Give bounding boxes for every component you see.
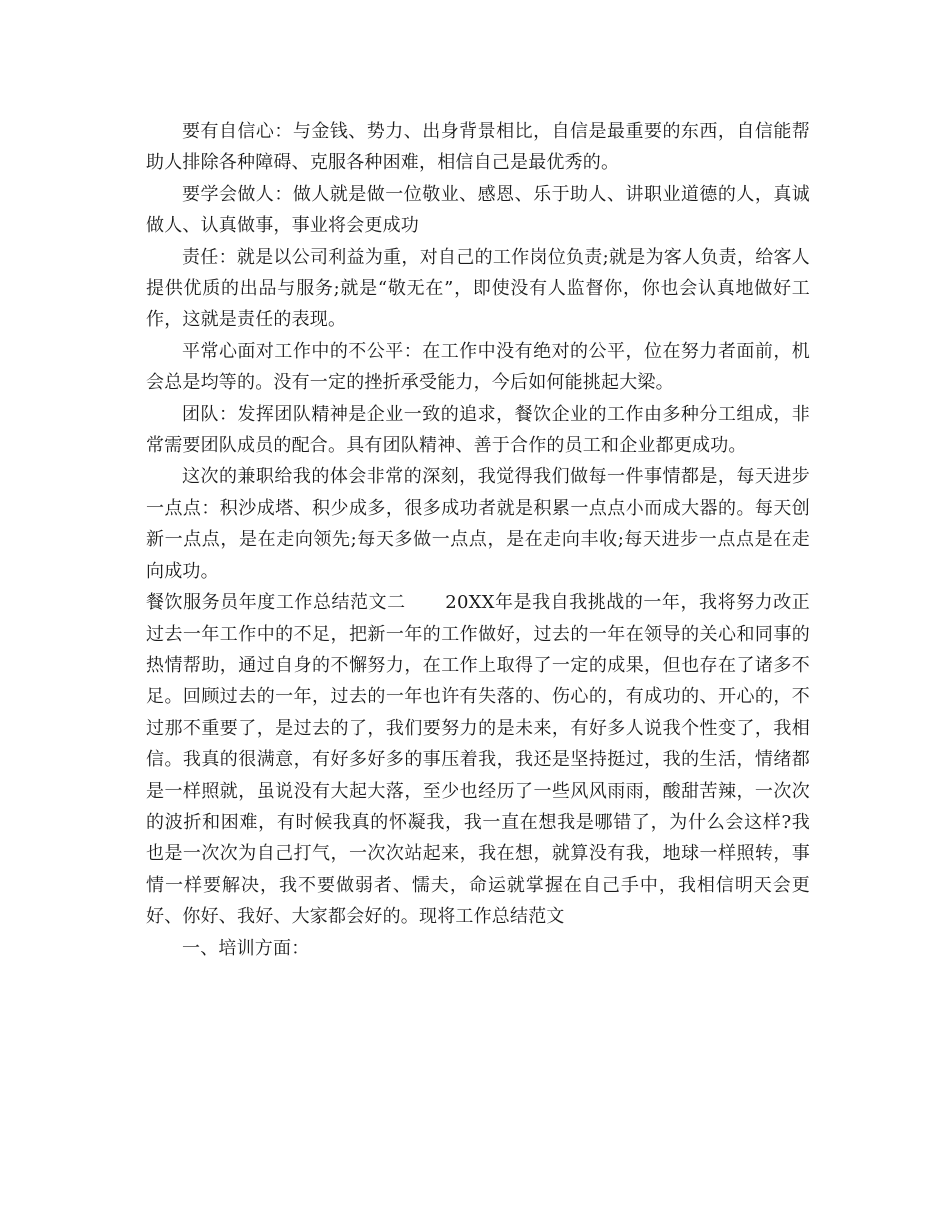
- paragraph-responsibility: 责任：就是以公司利益为重，对自己的工作岗位负责;就是为客人负责，给客人提供优质的出品与服务;就是“敬无在”，即使没有人监督你，你也会认真地做好工作，这就是责任的表现。: [146, 246, 810, 331]
- document-body: [146, 116, 810, 964]
- paragraph-confidence: 要有自信心：与金钱、势力、出身背景相比，自信是最重要的东西，自信能帮助人排除各种障碍、克服各种困难，相信自己是最优秀的。: [146, 121, 810, 174]
- paragraph-experience: 这次的兼职给我的体会非常的深刻，我觉得我们做每一件事情都是，每天进步一点点：积沙成塔、积少成多，很多成功者就是积累一点点小而成大器的。每天创新一点点，是在走向领先;每天多做一点点，是在走向丰收;每天进步一点点是在走向成功。: [146, 466, 810, 582]
- paragraph-unfairness: 平常心面对工作中的不公平：在工作中没有绝对的公平，位在努力者面前，机会总是均等的。没有一定的挫折承受能力，今后如何能挑起大梁。: [146, 340, 810, 394]
- section-title: 餐饮服务员年度工作总结范文二: [146, 592, 406, 614]
- section-paragraph: [146, 587, 810, 932]
- subheading-training: 一、培训方面：: [182, 937, 310, 959]
- paragraph-team: 团队：发挥团队精神是企业一致的追求，餐饮企业的工作由多种分工组成，非常需要团队成员的配合。具有团队精神、善于合作的员工和企业都更成功。: [146, 403, 810, 457]
- section-body: 20XX年是我自我挑战的一年，我将努力改正过去一年工作中的不足，把新一年的工作做好，过去的一年在领导的关心和同事的热情帮助，通过自身的不懈努力，在工作上取得了一定的成果，但也存在了诸多不足。回顾过去的一年，过去的一年也许有失落的、伤心的，有成功的、开心的，不过那不重要了，是过去的了，我们要努力的是未来，有好多人说我个性变了，我相信。我真的很满意，有好多好多的事压着我，我还是坚持挺过，我的生活，情绪都是一样照就，虽说没有大起大落，至少也经历了一些风风雨雨，酸甜苦辣，一次次的波折和困难，有时候我真的怀凝我，我一直在想我是哪错了，为什么会这样?我也是一次次为自己打气，一次次站起来，我在想，就算没有我，地球一样照转，事情一样要解决，我不要做弱者、懦夫，命运就掌握在自己手中，我相信明天会更好、你好、我好、大家都会好的。现将工作总结范文: [146, 592, 810, 928]
- paragraph-be-a-person: 要学会做人：做人就是做一位敬业、感恩、乐于助人、讲职业道德的人，真诚做人、认真做事，事业将会更成功: [146, 183, 810, 237]
